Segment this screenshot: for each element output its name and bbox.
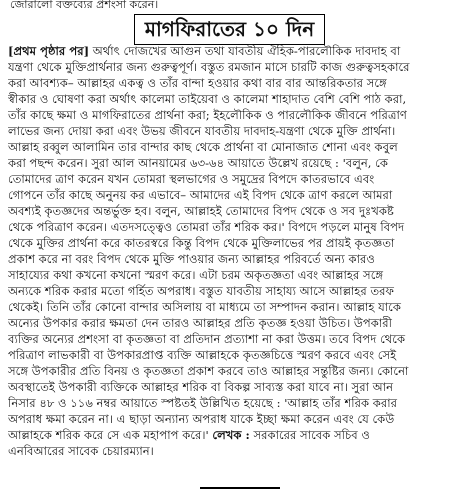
- article-line-author: [8, 427, 453, 443]
- next-article-edge: [200, 487, 280, 497]
- article-line: থেকেই। তিনি তাঁর কোনো বান্দার অসিলায় বা মাধ্যমে তা সম্পাদন করান। আল্লাহ যাকে: [8, 300, 401, 314]
- article-line: অন্যের উপকার করার ক্ষমতা দেন তারও আল্লাহর প্রতি কৃতজ্ঞ হওয়া উচিত। উপকারী: [8, 316, 392, 330]
- article-line: নিসার ৪৮ ও ১১৬ নম্বর আয়াতে স্পষ্টতই উল্লিখিত হয়েছে : 'আল্লাহ তাঁর শরিক করার: [8, 396, 398, 410]
- author-title-continued: এনবিআরের সাবেক চেয়ারম্যান।: [8, 444, 154, 458]
- article-line: ব্যক্তির অন্যের প্রশংসা বা কৃতজ্ঞতা বা প্রতিদান প্রত্যাশা না করা উত্তম। তবে বিপদ থেকে: [8, 332, 406, 346]
- article-line: সাহায্যের কথা কখনো কখনো স্মরণ করে। এটা চরম অকৃতজ্ঞতা এবং আল্লাহর সঙ্গে: [8, 268, 384, 282]
- article-line: করা আবশ্যক– আল্লাহর একত্ব ও তাঁর বান্দা হওয়ার কথা বার বার আন্তরিকতার সঙ্গে: [8, 76, 387, 90]
- article-title: মাগফিরাতের ১০ দিন: [134, 14, 325, 45]
- article-line: থেকে মুক্তির প্রার্থনা করে কাতরস্বরে কিন্তু বিপদ থেকে মুক্তিলাভের পর প্রায়ই কৃতজ্ঞতা: [8, 236, 395, 250]
- article-body: [8, 43, 453, 459]
- article-line: অবস্থাতেই উপকারী ব্যক্তিকে আল্লাহর শরিক বা বিকল্প সাব্যস্ত করা যাবে না। সুরা আন: [8, 380, 394, 394]
- author-label: লেখক :: [212, 428, 250, 442]
- first-line-text: অর্থাৎ দোজখের আগুন তথা যাবতীয় ঐহিক-পারলৌকিক দাবদাহ বা: [89, 44, 401, 58]
- article-line: অপরাধ ক্ষমা করেন না। এ ছাড়া অন্যান্য অপরাধ যাকে ইচ্ছা ক্ষমা করেন এবং যে কেউ: [8, 412, 395, 426]
- article-line: তাঁর কাছে ক্ষমা ও মাগফিরাতের প্রার্থনা করা; ইহলৌকিক ও পারলৌকিক জীবনে পরিত্রাণ: [8, 108, 407, 122]
- article-line: গোপনে তাঁর কাছে অনুনয় কর এভাবে– আমাদের এই বিপদ থেকে ত্রাণ করলে আমরা: [8, 188, 393, 202]
- article-line-first: [8, 43, 453, 59]
- article-line: করা পছন্দ করেন। সুরা আল আনয়ামের ৬৩-৬৪ আয়াতে উল্লেখ রয়েছে : 'বলুন, কে: [8, 156, 388, 170]
- article-line: যন্ত্রণা থেকে মুক্তিপ্রার্থনার জন্য গুরুত্বপূর্ণ। বস্তুত রমজান মাসে চারটি কাজ গুরুত্বসহকারে: [8, 60, 410, 74]
- article-line: প্রকাশ করে না বরং বিপদ থেকে মুক্তি পাওয়ার জন্য আল্লাহর পরিবর্তে অন্য কারও: [8, 252, 375, 266]
- article-line: সঙ্গে উপকারীর প্রতি বিনয় ও কৃতজ্ঞতা প্রকাশ করবে তাও আল্লাহর সন্তুষ্টির জন্য। কোনো: [8, 364, 409, 378]
- article-line: স্বীকার ও ঘোষণা করা অর্থাৎ কালেমা তাইয়েবা ও কালেমা শাহাদাত বেশি বেশি পাঠ করা,: [8, 92, 407, 106]
- article-line: থেকে পরিত্রাণ করেন। এতদসত্ত্বেও তোমরা তাঁর শরিক কর।' বিপদে পড়লে মানুষ বিপদ: [8, 220, 405, 234]
- article-line: অবশ্যই কৃতজ্ঞদের অন্তর্ভুক্ত হব। বলুন, আল্লাহই তোমাদের বিপদ থেকে ও সব দুঃখকষ্ট: [8, 204, 394, 218]
- author-title: সরকারের সাবেক সচিব ও: [249, 428, 370, 442]
- article-line: লাভের জন্য দোয়া করা এবং উভয় জীবনে যাবতীয় দাবদাহ-যন্ত্রণা থেকে মুক্তি প্রার্থনা।: [8, 124, 396, 138]
- article-line: অন্যকে শরিক করার মতো গর্হিত অপরাধ। বস্তুত যাবতীয় সাহায্য আসে আল্লাহর তরফ: [8, 284, 395, 298]
- continuation-marker: [প্রথম পৃষ্ঠার পর]: [8, 44, 90, 58]
- article-line: তোমাদের ত্রাণ করেন যখন তোমরা স্থলভাগের ও সমুদ্রের বিপদে কাতরভাবে এবং: [8, 172, 375, 186]
- article-line: পরিত্রাণ লাভকারী বা উপকারপ্রাপ্ত ব্যক্তি আল্লাহকে কৃতজ্ঞচিত্তে স্মরণ করবে এবং সেই: [8, 348, 397, 362]
- article-line: আল্লাহ রব্বুল আলামিন তার বান্দার কাছ থেকে প্রার্থনা বা মোনাজাত শোনা এবং কবুল: [8, 140, 398, 154]
- closing-quote-text: আল্লাহকে শরিক করে সে এক মহাপাপ করে।': [8, 428, 209, 442]
- previous-article-fragment: জোরালো বক্তব্যের প্রশংসা করেন।: [10, 0, 159, 11]
- article-header: [0, 12, 459, 46]
